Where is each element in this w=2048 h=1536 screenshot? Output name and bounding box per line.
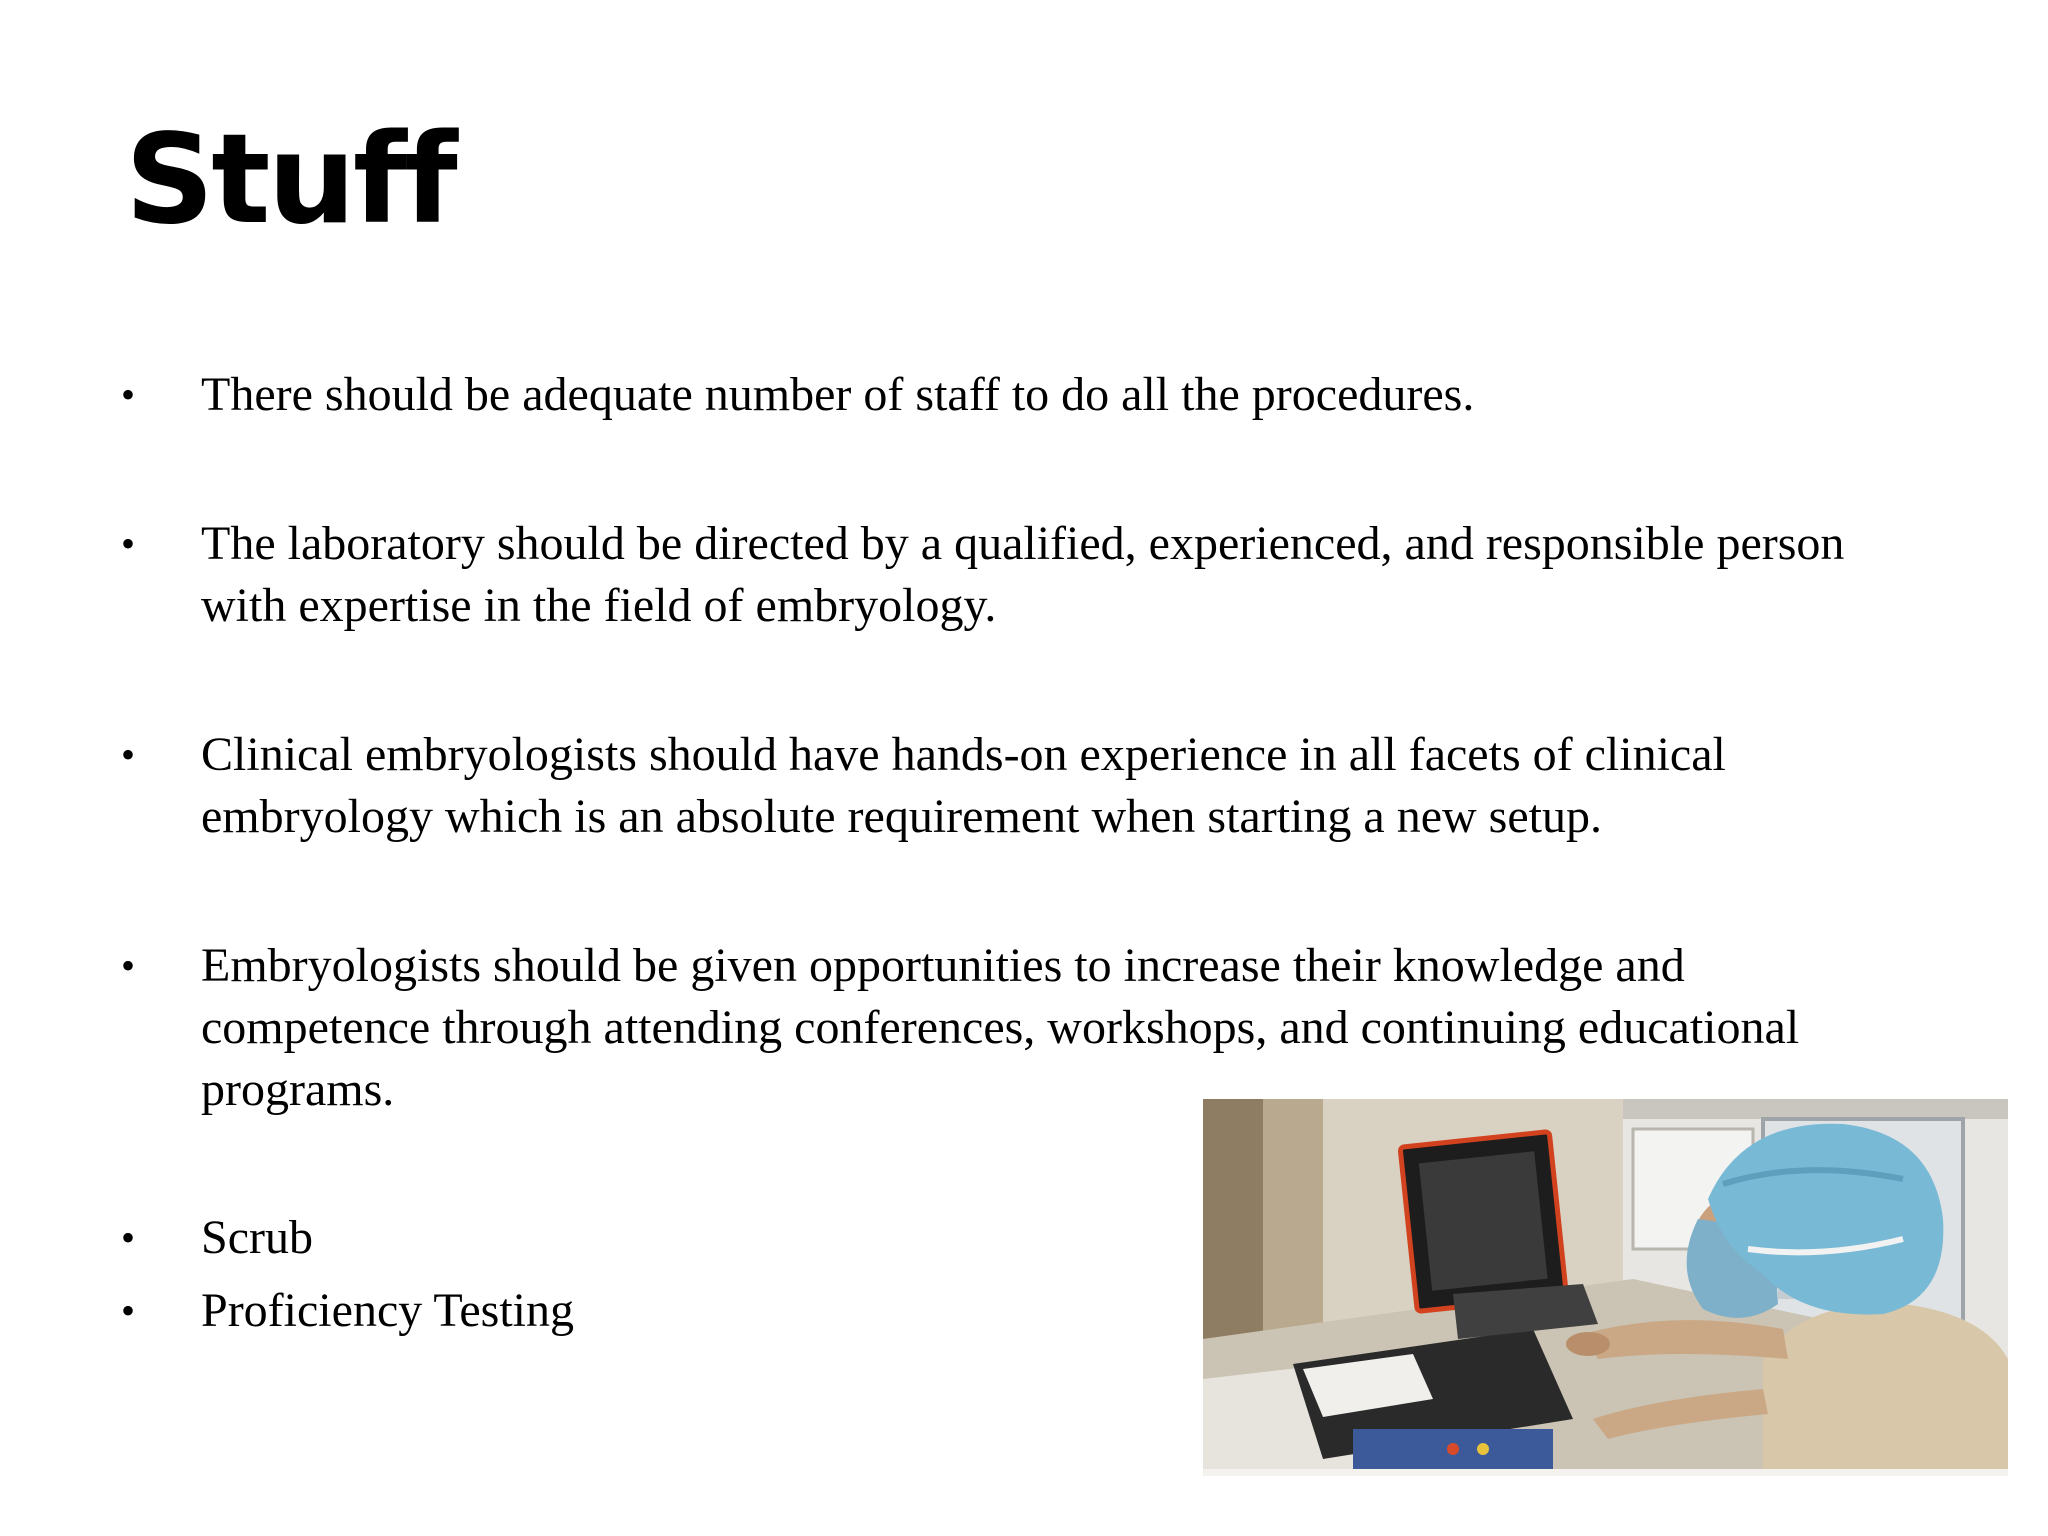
lab-photo xyxy=(1203,1099,2008,1476)
bullet-item xyxy=(121,935,1911,1121)
bullet-text: The laboratory should be directed by a qualified, experienced, and responsible person with expertise in the field of embryology. xyxy=(201,517,1845,632)
bullet-item xyxy=(121,724,1911,848)
bullet-text: Proficiency Testing xyxy=(201,1284,575,1337)
bullet-marker: • xyxy=(121,521,136,566)
bullet-text: There should be adequate number of staff to do all the procedures. xyxy=(201,368,1475,421)
bullet-marker: • xyxy=(121,372,136,417)
slide-title: Stuff xyxy=(125,108,455,252)
bullet-text: Clinical embryologists should have hands-on experience in all facets of clinical embryology which is an absolute requirement when starting a new setup. xyxy=(201,728,1726,843)
bullet-item xyxy=(121,513,1911,637)
bullet-marker: • xyxy=(121,943,136,988)
bullet-text: Embryologists should be given opportunities to increase their knowledge and competence through attending conferences, workshops, and continuing educational programs. xyxy=(201,939,1800,1116)
bullet-marker: • xyxy=(121,1215,136,1260)
bullet-text: Scrub xyxy=(201,1211,313,1264)
bullet-marker: • xyxy=(121,1288,136,1333)
lab-photo-illustration xyxy=(1203,1099,2008,1476)
bullet-item xyxy=(121,364,1911,426)
bullet-marker: • xyxy=(121,732,136,777)
